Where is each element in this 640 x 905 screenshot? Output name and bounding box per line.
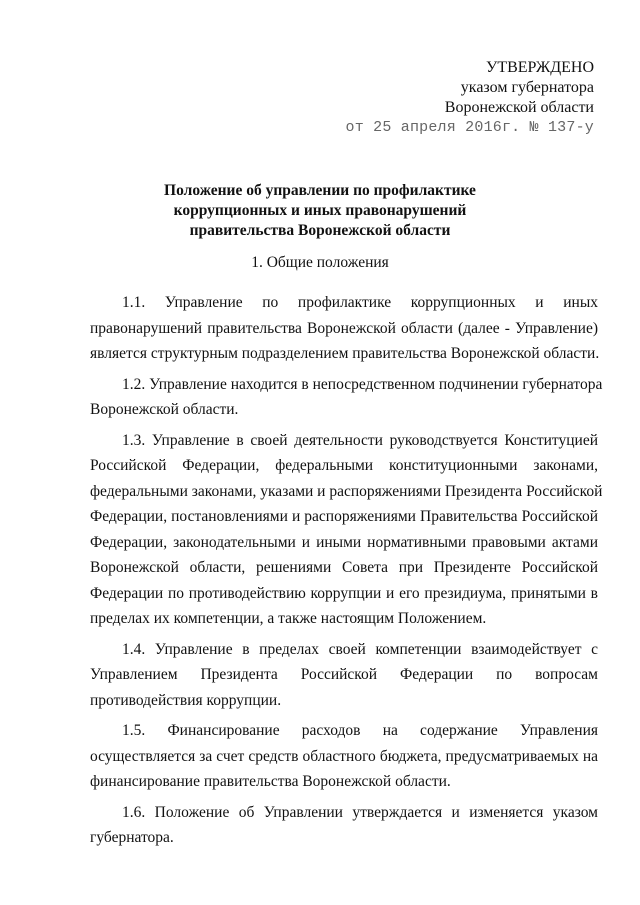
title-line-3: правительства Воронежской области xyxy=(189,222,451,239)
approval-block xyxy=(346,58,594,138)
document-title xyxy=(60,181,580,241)
title-line-1: Положение об управлении по профилактике xyxy=(164,182,476,199)
text-line: является структурным подразделением правительства Воронежской области. xyxy=(90,345,600,362)
approval-heading: УТВЕРЖДЕНО xyxy=(485,59,594,76)
approval-date-number: от 25 апреля 2016г. № 137-у xyxy=(345,119,594,136)
text-line: губернатора. xyxy=(90,829,174,846)
text-line: правонарушений правительства Воронежской области (далее - Управление) xyxy=(90,319,598,337)
text-line: Федерации, постановлениями и распоряжениями Правительства Российской xyxy=(90,508,598,525)
text-line: Воронежской области, решениями Совета при Президенте Российской xyxy=(90,559,598,576)
text-line: Федерации, законодательными и иными нормативными правовыми актами xyxy=(90,533,598,551)
text-line: осуществляется за счет средств областного бюджета, предусматриваемых на xyxy=(90,747,598,765)
text-line: 1.6. Положение об Управлении утверждается и изменяется указом xyxy=(122,803,598,821)
text-line: финансирование правительства Воронежской области. xyxy=(90,773,451,790)
text-line: Воронежской области. xyxy=(90,401,239,418)
title-line-2: коррупционных и иных правонарушений xyxy=(173,202,467,219)
text-line: 1.2. Управление находится в непосредственном подчинении губернатора xyxy=(122,375,603,393)
text-line: противодействия коррупции. xyxy=(90,691,282,709)
text-line: федеральными законами, указами и распоряжениями Президента Российской xyxy=(90,482,603,500)
paragraph-1-6 xyxy=(90,800,598,851)
paragraph-1-1 xyxy=(90,290,598,367)
document-body xyxy=(90,290,603,856)
paragraph-1-3 xyxy=(90,428,603,632)
text-line: Управлением Президента Российской Федерации по вопросам xyxy=(90,666,598,683)
text-line: пределах их компетенции, а также настоящим Положением. xyxy=(90,610,487,627)
approval-decree: указом губернатора xyxy=(460,79,594,96)
paragraph-1-2 xyxy=(90,372,603,423)
text-line: Российской Федерации, федеральными конституционными законами, xyxy=(90,457,598,474)
text-line: Федерации по противодействию коррупции и его президиума, принятыми в xyxy=(90,584,598,602)
text-line: 1.3. Управление в своей деятельности руководствуется Конституцией xyxy=(122,431,598,449)
section-heading: 1. Общие положения xyxy=(251,254,389,271)
text-line: 1.1. Управление по профилактике коррупционных и иных xyxy=(122,294,598,311)
paragraph-1-5 xyxy=(90,718,598,795)
paragraph-1-4 xyxy=(90,637,598,714)
approval-region: Воронежской области xyxy=(444,99,594,116)
text-line: 1.4. Управление в пределах своей компетенции взаимодействует с xyxy=(122,640,598,658)
text-line: 1.5. Финансирование расходов на содержание Управления xyxy=(122,722,598,739)
